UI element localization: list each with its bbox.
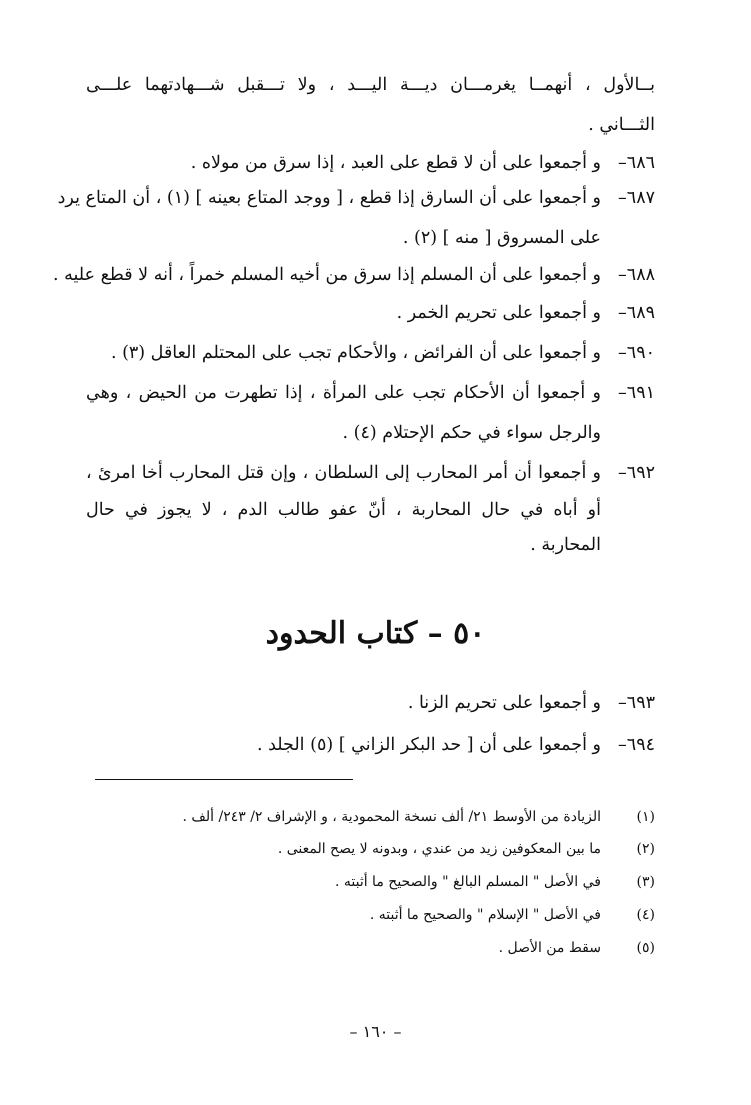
item-text: و أجمعوا على أن [ حد البكر الزاني ] (٥) الجلد . — [256, 735, 601, 755]
footnote-number: (١) — [636, 809, 655, 825]
item-text-continuation: أو أباه في حال المحاربة ، أنّ عفو طالب الدم ، لا يجوز في حال — [86, 500, 601, 520]
continuation-line-1: بــالأول ، أنهمــا يغرمـــان ديـــة اليـــد ، ولا تـــقبل شـــهادتهما علـــى — [86, 75, 655, 95]
item-number: ٦٩٠– — [618, 343, 655, 363]
item-text-continuation: على المسروق [ منه ] (٢) . — [402, 228, 601, 248]
item-number: ٦٩١– — [618, 383, 655, 403]
footnote-text: سقط من الأصل . — [498, 940, 601, 956]
item-number: ٦٨٩– — [618, 303, 655, 323]
item-text: و أجمعوا على تحريم الزنا . — [407, 693, 601, 713]
item-number: ٦٩٤– — [618, 735, 655, 755]
item-text: و أجمعوا على أن لا قطع على العبد ، إذا سرق من مولاه . — [190, 153, 601, 173]
item-text: و أجمعوا على تحريم الخمر . — [396, 303, 601, 323]
footnote-number: (٥) — [636, 940, 655, 956]
item-number: ٦٩٢– — [618, 463, 655, 483]
item-text: و أجمعوا على أن المسلم إذا سرق من أخيه المسلم خمراً ، أنه لا قطع عليه . — [52, 265, 601, 285]
footnote-number: (٤) — [636, 907, 655, 923]
item-number: ٦٨٦– — [618, 153, 655, 173]
footnote-text: الزيادة من الأوسط ٢١/ ألف نسخة المحمودية ، و الإشراف ٢/ ٢٤٣/ ألف . — [182, 809, 601, 825]
section-title: ٥٠ – كتاب الحدود — [265, 616, 486, 651]
footnote-text: في الأصل " الإسلام " والصحيح ما أثبته . — [369, 907, 601, 923]
item-text: و أجمعوا أن أمر المحارب إلى السلطان ، وإن قتل المحارب أخا امرئ ، — [86, 463, 601, 483]
footnote-divider — [95, 779, 353, 780]
item-text: و أجمعوا على أن الفرائض ، والأحكام تجب على المحتلم العاقل (٣) . — [110, 343, 601, 363]
footnote-number: (٢) — [636, 841, 655, 857]
page-number: – ١٦٠ – — [349, 1022, 402, 1041]
item-text: و أجمعوا أن الأحكام تجب على المرأة ، إذا تطهرت من الحيض ، وهي — [86, 383, 601, 403]
item-text-continuation: والرجل سواء في حكم الإحتلام (٤) . — [342, 423, 601, 443]
continuation-line-2: الثـــاني . — [588, 115, 655, 135]
item-number: ٦٩٣– — [618, 693, 655, 713]
item-text-continuation: المحاربة . — [530, 535, 601, 555]
item-number: ٦٨٨– — [618, 265, 655, 285]
item-number: ٦٨٧– — [618, 188, 655, 208]
footnote-text: ما بين المعكوفين زيد من عندي ، وبدونه لا يصح المعنى . — [277, 841, 601, 857]
footnote-number: (٣) — [636, 874, 655, 890]
footnote-text: في الأصل " المسلم البالغ " والصحيح ما أثبته . — [334, 874, 601, 890]
item-text: و أجمعوا على أن السارق إذا قطع ، [ ووجد المتاع بعينه ] (١) ، أن المتاع يرد — [57, 188, 601, 208]
